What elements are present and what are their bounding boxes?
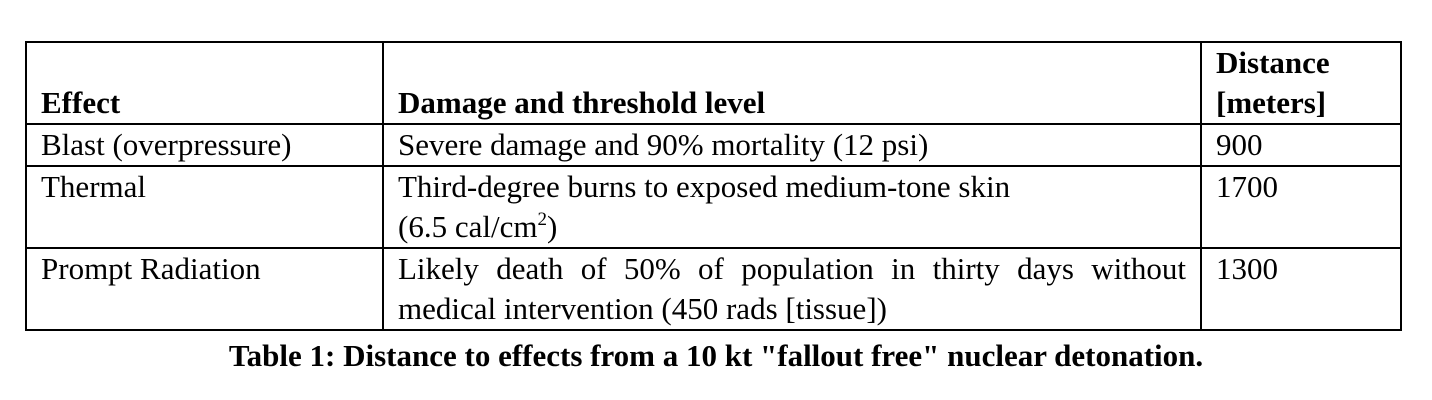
- superscript-exponent: 2: [537, 209, 547, 230]
- cell-damage-line2-pre: (6.5 cal/cm: [398, 209, 538, 244]
- table-caption: Table 1: Distance to effects from a 10 kt "fallout free" nuclear detonation.: [228, 338, 1204, 373]
- table-row: [26, 166, 1401, 248]
- effects-table: [25, 41, 1402, 331]
- cell-damage: [383, 166, 1201, 248]
- cell-damage-line2-post: ): [546, 209, 558, 244]
- header-damage-threshold: Damage and threshold level: [383, 42, 1201, 124]
- cell-damage-line1: Third-degree burns to exposed medium-tone skin: [398, 169, 1011, 204]
- cell-effect: Prompt Radiation: [26, 248, 383, 330]
- cell-distance: 1300: [1201, 248, 1401, 330]
- table-row: [26, 124, 1401, 166]
- header-distance: [1201, 42, 1401, 124]
- header-distance-line1: Distance: [1216, 45, 1330, 80]
- table-row: [26, 248, 1401, 330]
- cell-distance: 900: [1201, 124, 1401, 166]
- cell-distance: 1700: [1201, 166, 1401, 248]
- cell-damage: Severe damage and 90% mortality (12 psi): [383, 124, 1201, 166]
- cell-effect: Thermal: [26, 166, 383, 248]
- cell-effect: Blast (overpressure): [26, 124, 383, 166]
- table-header-row: [26, 42, 1401, 124]
- header-distance-line2: [meters]: [1216, 85, 1327, 120]
- cell-damage: Likely death of 50% of population in thirty days without medical intervention (450 rads [tissue]): [383, 248, 1201, 330]
- header-effect: Effect: [26, 42, 383, 124]
